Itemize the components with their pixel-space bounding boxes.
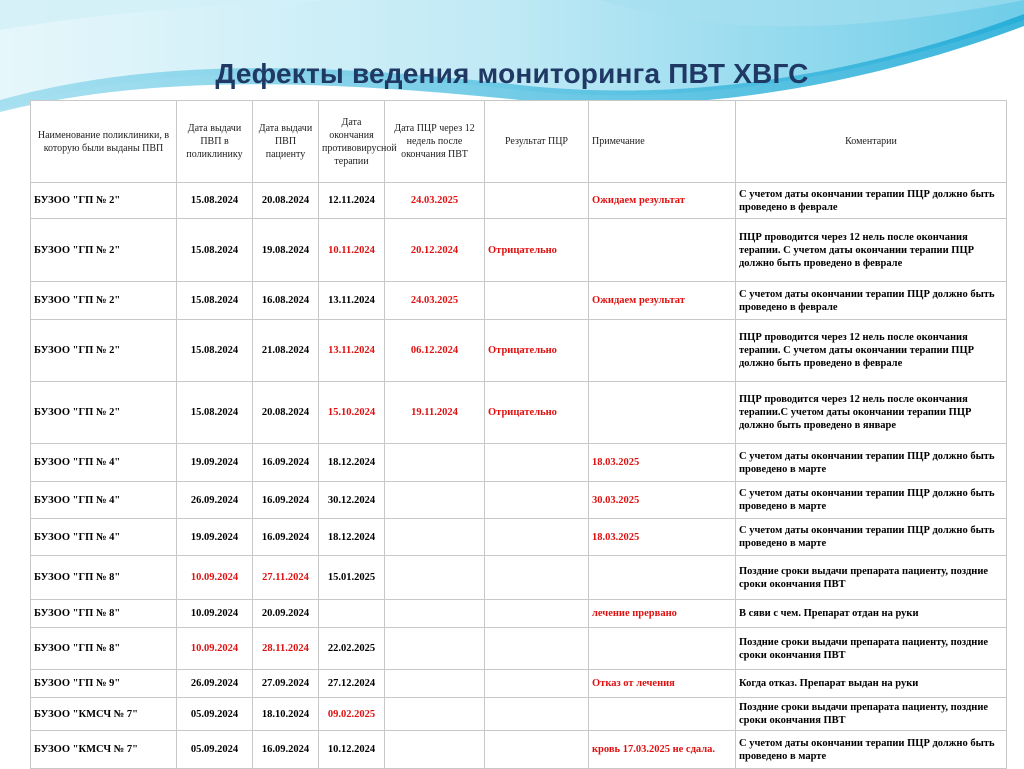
cell-date-clinic: 26.09.2024 (177, 482, 253, 519)
cell-result: Отрицательно (485, 219, 589, 282)
header-comment: Коментарии (736, 101, 1007, 183)
cell-comment: Когда отказ. Препарат выдан на руки (736, 670, 1007, 698)
cell-comment: С учетом даты окончании терапии ПЦР должно быть проведено в феврале (736, 282, 1007, 320)
cell-date-pcr: 06.12.2024 (385, 320, 485, 382)
cell-date-patient: 21.08.2024 (253, 320, 319, 382)
cell-date-pcr: 20.12.2024 (385, 219, 485, 282)
cell-note (589, 382, 736, 444)
table-row (31, 731, 1007, 769)
cell-result (485, 698, 589, 731)
cell-note (589, 556, 736, 600)
cell-result (485, 670, 589, 698)
cell-clinic: БУЗОО "ГП № 4" (31, 482, 177, 519)
cell-date-end: 10.12.2024 (319, 731, 385, 769)
cell-result (485, 444, 589, 482)
cell-date-clinic: 05.09.2024 (177, 698, 253, 731)
cell-date-clinic: 15.08.2024 (177, 219, 253, 282)
cell-date-pcr (385, 600, 485, 628)
cell-date-patient: 27.11.2024 (253, 556, 319, 600)
cell-date-clinic: 15.08.2024 (177, 282, 253, 320)
cell-comment: С учетом даты окончании терапии ПЦР должно быть проведено в марте (736, 519, 1007, 556)
cell-date-end: 15.01.2025 (319, 556, 385, 600)
cell-clinic: БУЗОО "ГП № 2" (31, 282, 177, 320)
table-row (31, 382, 1007, 444)
cell-comment: В сяви с чем. Препарат отдан на руки (736, 600, 1007, 628)
cell-date-patient: 16.08.2024 (253, 282, 319, 320)
table-row (31, 444, 1007, 482)
cell-date-end: 18.12.2024 (319, 519, 385, 556)
cell-date-end (319, 600, 385, 628)
cell-comment: Поздние сроки выдачи препарата пациенту, поздние сроки окончания ПВТ (736, 628, 1007, 670)
cell-result (485, 519, 589, 556)
cell-result: Отрицательно (485, 320, 589, 382)
cell-date-pcr (385, 519, 485, 556)
cell-date-pcr (385, 556, 485, 600)
cell-clinic: БУЗОО "ГП № 9" (31, 670, 177, 698)
page-title: Дефекты ведения мониторинга ПВТ ХВГС (215, 58, 809, 89)
cell-date-patient: 20.08.2024 (253, 382, 319, 444)
cell-date-pcr (385, 482, 485, 519)
cell-date-pcr (385, 628, 485, 670)
cell-date-pcr (385, 698, 485, 731)
cell-comment: С учетом даты окончании терапии ПЦР должно быть проведено в феврале (736, 183, 1007, 219)
cell-clinic: БУЗОО "ГП № 2" (31, 382, 177, 444)
cell-date-end: 10.11.2024 (319, 219, 385, 282)
cell-note: 18.03.2025 (589, 444, 736, 482)
cell-note: Ожидаем результат (589, 183, 736, 219)
cell-date-end: 12.11.2024 (319, 183, 385, 219)
cell-date-clinic: 15.08.2024 (177, 382, 253, 444)
cell-comment: Поздние сроки выдачи препарата пациенту, поздние сроки окончания ПВТ (736, 698, 1007, 731)
cell-date-patient: 16.09.2024 (253, 731, 319, 769)
cell-clinic: БУЗОО "ГП № 4" (31, 519, 177, 556)
cell-date-clinic: 26.09.2024 (177, 670, 253, 698)
cell-date-pcr (385, 731, 485, 769)
table-header-row (31, 101, 1007, 183)
cell-comment: ПЦР проводится через 12 нель после окончания терапии. С учетом даты окончании терапии ПЦР должно быть проведено в феврале (736, 320, 1007, 382)
cell-date-patient: 16.09.2024 (253, 519, 319, 556)
table-row (31, 519, 1007, 556)
cell-date-end: 13.11.2024 (319, 320, 385, 382)
cell-date-clinic: 10.09.2024 (177, 628, 253, 670)
cell-result: Отрицательно (485, 382, 589, 444)
cell-date-patient: 27.09.2024 (253, 670, 319, 698)
cell-date-patient: 28.11.2024 (253, 628, 319, 670)
cell-note: Ожидаем результат (589, 282, 736, 320)
cell-date-patient: 19.08.2024 (253, 219, 319, 282)
cell-clinic: БУЗОО "ГП № 2" (31, 320, 177, 382)
header-note: Примечание (589, 101, 736, 183)
cell-note: кровь 17.03.2025 не сдала. (589, 731, 736, 769)
header-result: Результат ПЦР (485, 101, 589, 183)
table-row (31, 698, 1007, 731)
cell-date-patient: 16.09.2024 (253, 444, 319, 482)
cell-clinic: БУЗОО "ГП № 2" (31, 183, 177, 219)
cell-date-clinic: 05.09.2024 (177, 731, 253, 769)
cell-comment: С учетом даты окончании терапии ПЦР должно быть проведено в марте (736, 444, 1007, 482)
cell-result (485, 556, 589, 600)
cell-result (485, 600, 589, 628)
cell-note (589, 219, 736, 282)
cell-result (485, 183, 589, 219)
cell-date-patient: 18.10.2024 (253, 698, 319, 731)
header-date-end: Дата окончания противовирусной терапии (319, 101, 385, 183)
cell-result (485, 282, 589, 320)
cell-note: Отказ от лечения (589, 670, 736, 698)
cell-date-clinic: 10.09.2024 (177, 556, 253, 600)
cell-comment: Поздние сроки выдачи препарата пациенту, поздние сроки окончания ПВТ (736, 556, 1007, 600)
cell-date-clinic: 15.08.2024 (177, 320, 253, 382)
cell-date-pcr: 19.11.2024 (385, 382, 485, 444)
table-row (31, 183, 1007, 219)
cell-clinic: БУЗОО "ГП № 8" (31, 556, 177, 600)
cell-date-end: 22.02.2025 (319, 628, 385, 670)
cell-comment: ПЦР проводится через 12 нель после окончания терапии.С учетом даты окончании терапии ПЦР должно быть проведено в январе (736, 382, 1007, 444)
table-row (31, 320, 1007, 382)
cell-date-clinic: 10.09.2024 (177, 600, 253, 628)
header-date-patient: Дата выдачи ПВП пациенту (253, 101, 319, 183)
cell-clinic: БУЗОО "ГП № 8" (31, 628, 177, 670)
cell-date-clinic: 19.09.2024 (177, 444, 253, 482)
cell-date-pcr: 24.03.2025 (385, 183, 485, 219)
cell-note (589, 628, 736, 670)
cell-result (485, 482, 589, 519)
cell-date-end: 13.11.2024 (319, 282, 385, 320)
table-row (31, 670, 1007, 698)
cell-note: лечение прервано (589, 600, 736, 628)
cell-clinic: БУЗОО "ГП № 2" (31, 219, 177, 282)
table-row (31, 628, 1007, 670)
cell-date-patient: 20.08.2024 (253, 183, 319, 219)
cell-comment: С учетом даты окончании терапии ПЦР должно быть проведено в марте (736, 731, 1007, 769)
header-date-clinic: Дата выдачи ПВП в поликлинику (177, 101, 253, 183)
table-row (31, 282, 1007, 320)
cell-note (589, 320, 736, 382)
table-row (31, 556, 1007, 600)
cell-clinic: БУЗОО "КМСЧ № 7" (31, 698, 177, 731)
cell-date-clinic: 19.09.2024 (177, 519, 253, 556)
cell-date-pcr (385, 444, 485, 482)
header-date-pcr: Дата ПЦР через 12 недель после окончания ПВТ (385, 101, 485, 183)
cell-comment: ПЦР проводится через 12 нель после окончания терапии. С учетом даты окончании терапии ПЦР должно быть проведено в феврале (736, 219, 1007, 282)
cell-date-patient: 20.09.2024 (253, 600, 319, 628)
cell-date-end: 30.12.2024 (319, 482, 385, 519)
cell-date-end: 15.10.2024 (319, 382, 385, 444)
cell-result (485, 731, 589, 769)
table-row (31, 600, 1007, 628)
cell-result (485, 628, 589, 670)
cell-date-end: 09.02.2025 (319, 698, 385, 731)
cell-note: 18.03.2025 (589, 519, 736, 556)
cell-date-end: 18.12.2024 (319, 444, 385, 482)
table-row (31, 482, 1007, 519)
cell-clinic: БУЗОО "ГП № 4" (31, 444, 177, 482)
cell-date-end: 27.12.2024 (319, 670, 385, 698)
header-clinic: Наименование поликлиники, в которую были выданы ПВП (31, 101, 177, 183)
cell-date-pcr: 24.03.2025 (385, 282, 485, 320)
cell-note (589, 698, 736, 731)
cell-clinic: БУЗОО "ГП № 8" (31, 600, 177, 628)
cell-comment: С учетом даты окончании терапии ПЦР должно быть проведено в марте (736, 482, 1007, 519)
cell-date-clinic: 15.08.2024 (177, 183, 253, 219)
cell-date-pcr (385, 670, 485, 698)
table-row (31, 219, 1007, 282)
monitoring-defects-table (30, 100, 1007, 769)
cell-clinic: БУЗОО "КМСЧ № 7" (31, 731, 177, 769)
cell-note: 30.03.2025 (589, 482, 736, 519)
cell-date-patient: 16.09.2024 (253, 482, 319, 519)
